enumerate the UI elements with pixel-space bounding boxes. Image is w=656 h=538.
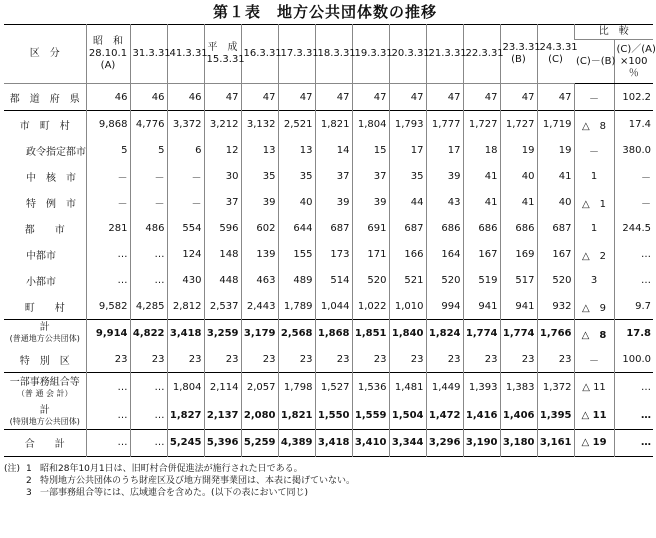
table-cell: 124 xyxy=(167,241,204,267)
table-cell: △ 8 xyxy=(574,111,614,138)
table-cell: 3,410 xyxy=(352,429,389,456)
table-cell: 994 xyxy=(426,293,463,320)
notes xyxy=(4,463,650,499)
table-cell: △ 19 xyxy=(574,429,614,456)
table-cell: 2,057 xyxy=(241,373,278,403)
table-row xyxy=(4,241,653,267)
table-cell: 244.5 xyxy=(614,215,653,241)
table-cell: 3,344 xyxy=(389,429,426,456)
table-cell: 1,804 xyxy=(167,373,204,403)
table-row xyxy=(4,429,653,456)
table-cell: 2,443 xyxy=(241,293,278,320)
table-cell: 430 xyxy=(167,267,204,293)
header-col-11: 22.3.31 xyxy=(463,25,500,84)
table-cell: 3,161 xyxy=(537,429,574,456)
table-cell: 2,568 xyxy=(278,320,315,347)
table-cell: 941 xyxy=(463,293,500,320)
table-cell: － xyxy=(86,163,130,189)
table-cell: 686 xyxy=(426,215,463,241)
table-cell: 23 xyxy=(130,346,167,373)
table-cell: 691 xyxy=(352,215,389,241)
table-cell: 23 xyxy=(352,346,389,373)
table-cell: 30 xyxy=(204,163,241,189)
table-cell: 1,824 xyxy=(426,320,463,347)
table-cell: 44 xyxy=(389,189,426,215)
table-cell: 39 xyxy=(352,189,389,215)
table-cell: 169 xyxy=(500,241,537,267)
table-cell: 23 xyxy=(241,346,278,373)
table-cell: 489 xyxy=(278,267,315,293)
row-label: 一部事務組合等 （普 通 会 計） xyxy=(4,373,86,403)
table-cell: 47 xyxy=(204,84,241,111)
table-cell: 46 xyxy=(86,84,130,111)
table-cell: 1,393 xyxy=(463,373,500,403)
table-cell: 1,383 xyxy=(500,373,537,403)
table-cell: 41 xyxy=(463,189,500,215)
table-cell: 23 xyxy=(389,346,426,373)
table-cell: 3,179 xyxy=(241,320,278,347)
table-cell: 687 xyxy=(389,215,426,241)
table-row xyxy=(4,267,653,293)
table-cell: 35 xyxy=(278,163,315,189)
header-hikaku: 比 較 xyxy=(574,25,653,40)
table-cell: 3,418 xyxy=(167,320,204,347)
header-col-13: 24.3.31 (C) xyxy=(537,25,574,84)
table-cell: 2,114 xyxy=(204,373,241,403)
table-cell: 1,868 xyxy=(315,320,352,347)
table-row xyxy=(4,215,653,241)
table-cell: △ 2 xyxy=(574,241,614,267)
table-cell: 2,080 xyxy=(241,403,278,430)
header-col-12: 23.3.31 (B) xyxy=(500,25,537,84)
row-label: 合 計 xyxy=(4,429,86,456)
table-cell: 6 xyxy=(167,137,204,163)
table-cell: 23 xyxy=(426,346,463,373)
table-cell: 14 xyxy=(315,137,352,163)
table-cell: … xyxy=(130,429,167,456)
table-cell: 1,527 xyxy=(315,373,352,403)
table-cell: 281 xyxy=(86,215,130,241)
header-col-5: 16.3.31 xyxy=(241,25,278,84)
table-row xyxy=(4,137,653,163)
table-cell: △ 1 xyxy=(574,189,614,215)
table-cell: 46 xyxy=(167,84,204,111)
table-cell: … xyxy=(614,267,653,293)
table-cell: 1,821 xyxy=(315,111,352,138)
table-cell: 47 xyxy=(389,84,426,111)
table-cell: 9,914 xyxy=(86,320,130,347)
table-cell: 1,372 xyxy=(537,373,574,403)
row-label: 中 核 市 xyxy=(26,172,76,184)
table-cell: 519 xyxy=(463,267,500,293)
table-cell: 17 xyxy=(426,137,463,163)
header-col-1: 昭 和 28.10.1 (A) xyxy=(86,25,130,84)
table-cell: 514 xyxy=(315,267,352,293)
table-cell: 164 xyxy=(426,241,463,267)
table-cell: 1,727 xyxy=(463,111,500,138)
table-cell: … xyxy=(130,267,167,293)
table-cell: 1,472 xyxy=(426,403,463,430)
page-title: 第１表 地方公共団体数の推移 xyxy=(212,3,437,21)
table-cell: 13 xyxy=(241,137,278,163)
table-cell: 4,776 xyxy=(130,111,167,138)
table-cell: 1,774 xyxy=(500,320,537,347)
table-cell: 19 xyxy=(537,137,574,163)
table-cell: … xyxy=(86,373,130,403)
table-cell: 3,372 xyxy=(167,111,204,138)
table-cell: 37 xyxy=(204,189,241,215)
table-cell: 40 xyxy=(278,189,315,215)
table-cell: 37 xyxy=(352,163,389,189)
table-cell: 4,285 xyxy=(130,293,167,320)
table-cell: 5,396 xyxy=(204,429,241,456)
table-cell: 4,389 xyxy=(278,429,315,456)
table-cell: 9,868 xyxy=(86,111,130,138)
table-cell: 941 xyxy=(500,293,537,320)
table-cell: 1,727 xyxy=(500,111,537,138)
table-cell: 23 xyxy=(204,346,241,373)
header-ratio: (C)／(A) ×100 ％ xyxy=(614,40,653,84)
row-label: 特 別 区 xyxy=(19,355,70,367)
header-col-2: 31.3.31 xyxy=(130,25,167,84)
table-cell: 171 xyxy=(352,241,389,267)
table-cell: 41 xyxy=(463,163,500,189)
table-cell: 1,777 xyxy=(426,111,463,138)
table-cell: 2,137 xyxy=(204,403,241,430)
table-cell: … xyxy=(614,373,653,403)
table-cell: … xyxy=(130,241,167,267)
table-cell: 687 xyxy=(537,215,574,241)
table-cell: 520 xyxy=(537,267,574,293)
table-cell: 47 xyxy=(241,84,278,111)
table-cell: 37 xyxy=(315,163,352,189)
table-cell: 23 xyxy=(167,346,204,373)
table-cell: 602 xyxy=(241,215,278,241)
table-cell: 39 xyxy=(241,189,278,215)
table-cell: 596 xyxy=(204,215,241,241)
table-cell: － xyxy=(86,189,130,215)
table-cell: 43 xyxy=(426,189,463,215)
table-cell: － xyxy=(130,189,167,215)
table-cell: 47 xyxy=(500,84,537,111)
table-cell: … xyxy=(86,403,130,430)
table-row xyxy=(4,111,653,138)
table-cell: 520 xyxy=(426,267,463,293)
table-cell: 1,504 xyxy=(389,403,426,430)
table-cell: 1 xyxy=(574,163,614,189)
table-cell: 1,793 xyxy=(389,111,426,138)
table-cell: 644 xyxy=(278,215,315,241)
table-cell: 1,851 xyxy=(352,320,389,347)
header-col-4: 平 成 15.3.31 xyxy=(204,25,241,84)
table-cell: 155 xyxy=(278,241,315,267)
table-body xyxy=(4,84,653,457)
table-cell: 3,132 xyxy=(241,111,278,138)
table-cell: 167 xyxy=(537,241,574,267)
table-cell: 517 xyxy=(500,267,537,293)
table-cell: … xyxy=(86,429,130,456)
table-cell: △ 11 xyxy=(574,403,614,430)
note-prefix: (注) xyxy=(4,463,21,474)
table-cell: 486 xyxy=(130,215,167,241)
table-cell: 39 xyxy=(426,163,463,189)
note-item: (注) 1 昭和28年10月1日は、旧町村合併促進法が施行された日である。 xyxy=(4,463,303,474)
table-cell: 18 xyxy=(463,137,500,163)
table-cell: 23 xyxy=(463,346,500,373)
row-label: 小都市 xyxy=(26,276,56,288)
row-label: 都 市 xyxy=(24,224,65,236)
table-cell: 23 xyxy=(315,346,352,373)
table-cell: 23 xyxy=(278,346,315,373)
table-cell: 3,190 xyxy=(463,429,500,456)
table-cell: 2,521 xyxy=(278,111,315,138)
table-cell: 3,212 xyxy=(204,111,241,138)
table-cell: … xyxy=(614,403,653,430)
table-cell: 1 xyxy=(574,215,614,241)
table-cell: 173 xyxy=(315,241,352,267)
table-cell: … xyxy=(86,241,130,267)
table-cell: 23 xyxy=(500,346,537,373)
table-row xyxy=(4,346,653,373)
header-col-9: 20.3.31 xyxy=(389,25,426,84)
table-cell: 1,550 xyxy=(315,403,352,430)
table-cell: 3,259 xyxy=(204,320,241,347)
table-cell: 15 xyxy=(352,137,389,163)
table-cell: 520 xyxy=(352,267,389,293)
table-cell: … xyxy=(614,241,653,267)
table-cell: － xyxy=(614,163,653,189)
table-cell: 167 xyxy=(463,241,500,267)
row-label: 町 村 xyxy=(24,302,65,314)
note-item: 2 特別地方公共団体のうち財産区及び地方開発事業団は、本表に掲げていない。 xyxy=(26,475,356,486)
table-cell: … xyxy=(130,403,167,430)
table-cell: － xyxy=(614,189,653,215)
table-cell: 1,827 xyxy=(167,403,204,430)
table-cell: 13 xyxy=(278,137,315,163)
table-cell: 4,822 xyxy=(130,320,167,347)
table-cell: 1,449 xyxy=(426,373,463,403)
table-cell: 5,245 xyxy=(167,429,204,456)
table-cell: 1,804 xyxy=(352,111,389,138)
row-label: 中都市 xyxy=(26,250,56,262)
table-cell: 1,559 xyxy=(352,403,389,430)
row-label: 計 (普通地方公共団体) xyxy=(4,320,86,347)
table-cell: 1,536 xyxy=(352,373,389,403)
table-cell: 1,022 xyxy=(352,293,389,320)
table-cell: － xyxy=(130,163,167,189)
table-cell: 3,180 xyxy=(500,429,537,456)
table-row xyxy=(4,163,653,189)
table-cell: 1,840 xyxy=(389,320,426,347)
table-cell: － xyxy=(167,189,204,215)
row-label: 都 道 府 県 xyxy=(9,93,80,105)
table-cell: 1,010 xyxy=(389,293,426,320)
table-cell: 3,296 xyxy=(426,429,463,456)
table-cell: 17.4 xyxy=(614,111,653,138)
table-cell: 9,582 xyxy=(86,293,130,320)
table-cell: 1,821 xyxy=(278,403,315,430)
table-cell: 47 xyxy=(352,84,389,111)
table-cell: 23 xyxy=(86,346,130,373)
table-cell: 3,418 xyxy=(315,429,352,456)
table-cell: 686 xyxy=(500,215,537,241)
table-cell: 932 xyxy=(537,293,574,320)
table-cell: 5 xyxy=(130,137,167,163)
table-cell: 5,259 xyxy=(241,429,278,456)
table-cell: 47 xyxy=(426,84,463,111)
header-kubun: 区 分 xyxy=(4,25,86,84)
header-col-7: 18.3.31 xyxy=(315,25,352,84)
table-cell: … xyxy=(86,267,130,293)
table-cell: 40 xyxy=(500,163,537,189)
table-cell: 2,537 xyxy=(204,293,241,320)
table-cell: 3 xyxy=(574,267,614,293)
table-cell: 9.7 xyxy=(614,293,653,320)
table-cell: △ 9 xyxy=(574,293,614,320)
table-cell: 17 xyxy=(389,137,426,163)
header-col-3: 41.3.31 xyxy=(167,25,204,84)
table-cell: 17.8 xyxy=(614,320,653,347)
table-cell: 554 xyxy=(167,215,204,241)
note-item: 3 一部事務組合等には、広域連合を含めた。(以下の表において同じ) xyxy=(26,487,309,498)
row-label: 政令指定都市 xyxy=(26,146,86,158)
table-cell: 40 xyxy=(537,189,574,215)
table-cell: … xyxy=(130,373,167,403)
table-cell: … xyxy=(614,429,653,456)
header-col-8: 19.3.31 xyxy=(352,25,389,84)
table-cell: 1,416 xyxy=(463,403,500,430)
table-cell: 12 xyxy=(204,137,241,163)
table-cell: 448 xyxy=(204,267,241,293)
table-cell: 166 xyxy=(389,241,426,267)
table-row xyxy=(4,189,653,215)
table-cell: 41 xyxy=(537,163,574,189)
table-cell: 1,406 xyxy=(500,403,537,430)
header-col-6: 17.3.31 xyxy=(278,25,315,84)
table-cell: 102.2 xyxy=(614,84,653,111)
table-cell: 139 xyxy=(241,241,278,267)
table-cell: 47 xyxy=(463,84,500,111)
table-cell: 41 xyxy=(500,189,537,215)
table-cell: 47 xyxy=(278,84,315,111)
table-cell: 687 xyxy=(315,215,352,241)
table-cell: 35 xyxy=(389,163,426,189)
table-cell: 1,395 xyxy=(537,403,574,430)
table-cell: 1,774 xyxy=(463,320,500,347)
table-cell: 100.0 xyxy=(614,346,653,373)
table-cell: 47 xyxy=(315,84,352,111)
table-row xyxy=(4,403,653,430)
table-cell: 463 xyxy=(241,267,278,293)
row-label: 市 町 村 xyxy=(4,111,86,138)
table-row xyxy=(4,320,653,347)
table-cell: 1,789 xyxy=(278,293,315,320)
table-cell: 148 xyxy=(204,241,241,267)
row-label: 特 例 市 xyxy=(26,198,76,210)
table-cell: △ 11 xyxy=(574,373,614,403)
table-row xyxy=(4,373,653,403)
table-cell: 19 xyxy=(500,137,537,163)
header-col-10: 21.3.31 xyxy=(426,25,463,84)
table-row xyxy=(4,84,653,111)
table-cell: 2,812 xyxy=(167,293,204,320)
table-cell: 1,766 xyxy=(537,320,574,347)
table-cell: － xyxy=(574,346,614,373)
table-cell: － xyxy=(167,163,204,189)
table-cell: 1,798 xyxy=(278,373,315,403)
table-cell: 686 xyxy=(463,215,500,241)
table-cell: 35 xyxy=(241,163,278,189)
table-cell: 47 xyxy=(537,84,574,111)
table-cell: － xyxy=(574,137,614,163)
table-cell: △ 8 xyxy=(574,320,614,347)
table-cell: 1,719 xyxy=(537,111,574,138)
table-cell: 521 xyxy=(389,267,426,293)
table-cell: 380.0 xyxy=(614,137,653,163)
table-cell: 1,044 xyxy=(315,293,352,320)
row-label: 計 (特別地方公共団体) xyxy=(9,404,80,426)
table-row xyxy=(4,293,653,320)
table-cell: 46 xyxy=(130,84,167,111)
municipality-count-table xyxy=(4,24,656,457)
table-cell: 23 xyxy=(537,346,574,373)
table-cell: 5 xyxy=(86,137,130,163)
table-cell: 39 xyxy=(315,189,352,215)
table-cell: 1,481 xyxy=(389,373,426,403)
table-cell: － xyxy=(574,84,614,111)
header-diff: (C)－(B) xyxy=(574,40,614,84)
